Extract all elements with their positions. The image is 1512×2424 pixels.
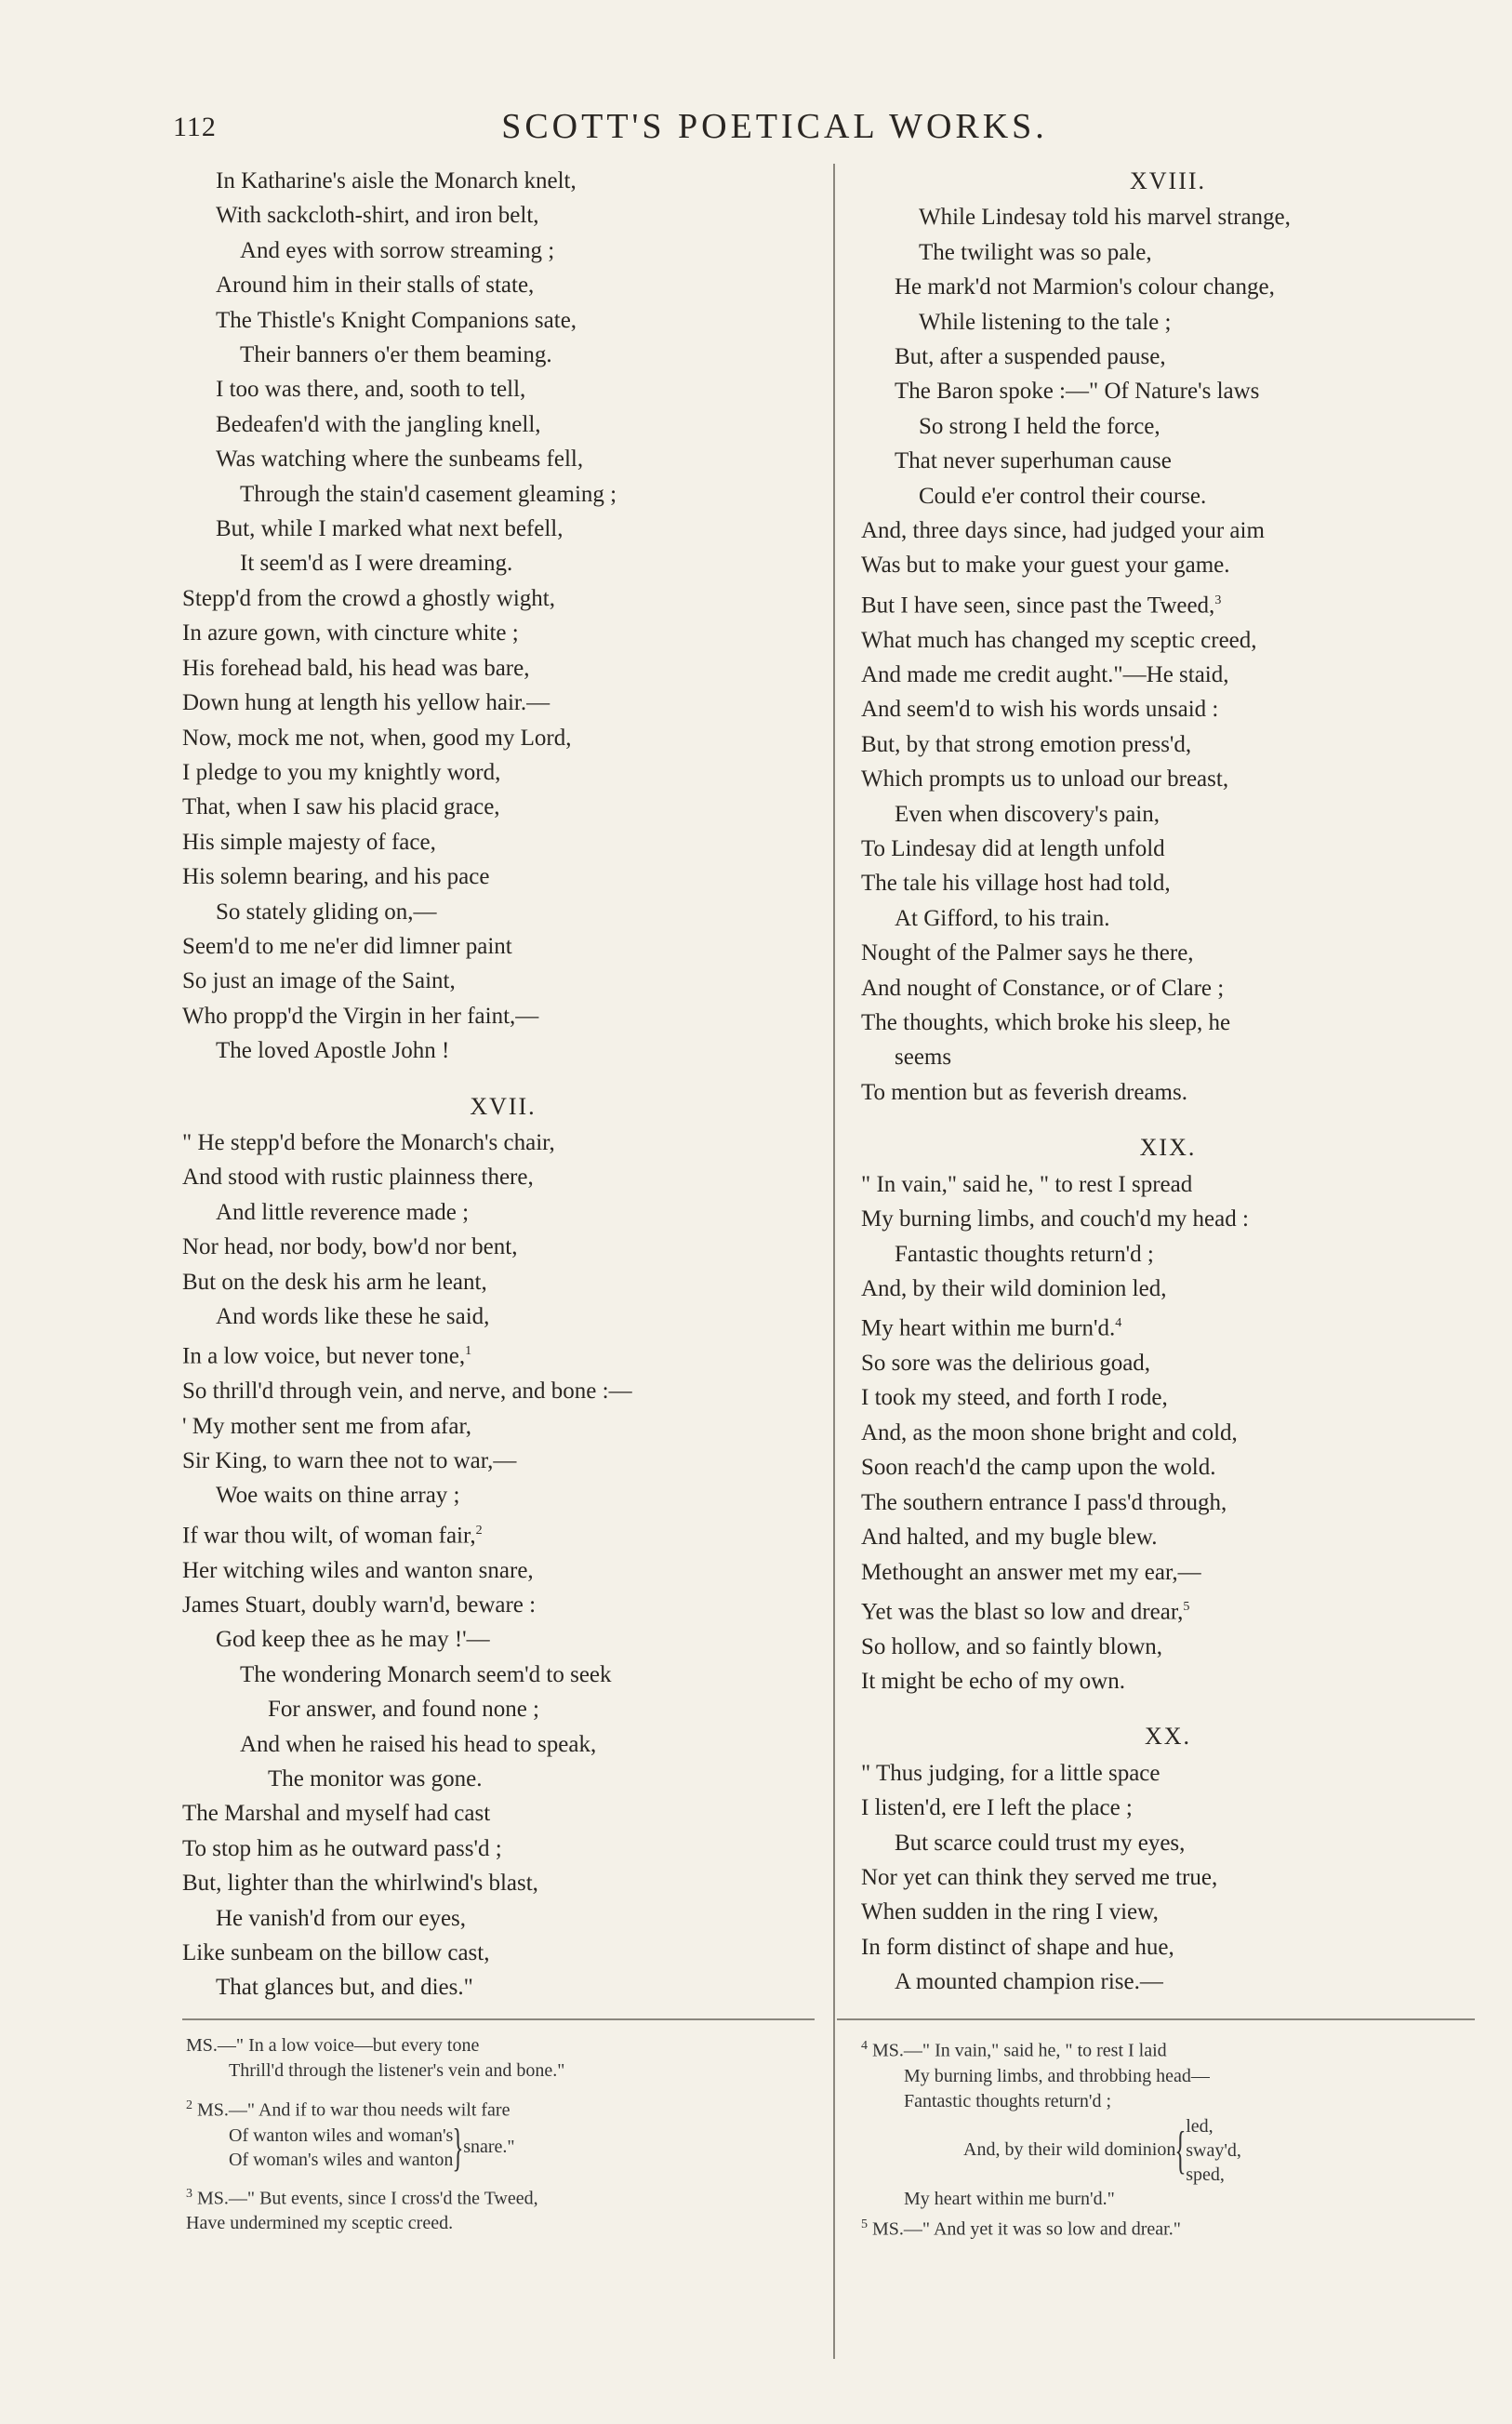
poem-line: Their banners o'er them beaming. (240, 342, 552, 368)
footnote-mark: 5 (1183, 1599, 1190, 1614)
poem-line: His simple majesty of face, (182, 829, 436, 855)
poem-line: So just an image of the Saint, (182, 968, 456, 994)
poem-line: While listening to the tale ; (919, 309, 1172, 335)
brace-symbol: } (452, 2118, 464, 2177)
footnote-line: MS.—" In a low voice—but every tone (186, 2035, 480, 2056)
poem-line: Around him in their stalls of state, (216, 273, 535, 299)
footnote-text: MS.—" And yet it was so low and drear." (872, 2218, 1181, 2240)
poem-line: Her witching wiles and wanton snare, (182, 1557, 534, 1583)
footnote-variant: led, (1186, 2115, 1214, 2137)
poem-line: So hollow, and so faintly blown, (861, 1633, 1163, 1659)
poem-line: He vanish'd from our eyes, (216, 1905, 467, 1931)
poem-line: The loved Apostle John ! (216, 1038, 450, 1064)
poem-line: Sir King, to warn thee not to war,— (182, 1447, 517, 1473)
poem-line: I too was there, and, sooth to tell, (216, 377, 526, 403)
poem-line: And eyes with sorrow streaming ; (240, 237, 555, 263)
poem-line-text: My heart within me burn'd. (861, 1315, 1116, 1341)
poem-line: And little reverence made ; (216, 1199, 470, 1225)
footnote-5 (861, 2212, 1475, 2243)
poem-line-text: If war thou wilt, of woman fair, (182, 1523, 476, 1549)
footnote-line: Have undermined my sceptic creed. (186, 2213, 454, 2234)
poem-line: Was watching where the sunbeams fell, (216, 446, 584, 473)
stanza-heading-xvii: XVII. (470, 1092, 537, 1120)
poem-line: In azure gown, with cincture white ; (182, 620, 519, 646)
left-column (182, 164, 824, 2005)
stanza-heading-xix: XIX. (1139, 1134, 1197, 1162)
footnote-1 (186, 2033, 781, 2084)
poem-line: And stood with rustic plainness there, (182, 1165, 534, 1191)
footnote-mark: 2 (475, 1523, 483, 1538)
footnote-line: Of woman's wiles and wanton (229, 2149, 454, 2170)
poem-line: But on the desk his arm he leant, (182, 1269, 487, 1295)
footnote-text: MS.—" But events, since I cross'd the Tweed, (197, 2188, 538, 2209)
footnote-mark: 3 (1214, 593, 1222, 607)
poem-line: God keep thee as he may !'— (216, 1627, 490, 1653)
poem-line: The Marshal and myself had cast (182, 1801, 491, 1827)
poem-line: Soon reach'd the camp upon the wold. (861, 1455, 1216, 1481)
poem-line: To Lindesay did at length unfold (861, 836, 1165, 862)
footnote-number: 4 (861, 2039, 868, 2053)
poem-line: But scarce could trust my eyes, (895, 1830, 1186, 1856)
right-column (861, 164, 1475, 2000)
footnote-text: MS.—" In vain," said he, " to rest I laid (872, 2040, 1167, 2061)
poem-line: I pledge to you my knightly word, (182, 759, 501, 785)
poem-line: He mark'd not Marmion's colour change, (895, 274, 1275, 300)
poem-line (861, 1306, 1475, 1346)
footnote-mark: 4 (1115, 1316, 1122, 1331)
footnote-variant: sped, (1186, 2164, 1225, 2185)
poem-line: Which prompts us to unload our breast, (861, 766, 1229, 792)
poem-line: ' My mother sent me from afar, (182, 1413, 472, 1439)
poem-line: So strong I held the force, (919, 413, 1161, 439)
poem-line: So sore was the delirious goad, (861, 1351, 1151, 1377)
footnotes-left (186, 2033, 781, 2236)
page-number: 112 (173, 112, 217, 142)
poem-line: My burning limbs, and couch'd my head : (861, 1206, 1249, 1232)
footnote-3 (186, 2181, 781, 2237)
footnote-line: Of wanton wiles and woman's (229, 2124, 454, 2146)
poem-line: The Thistle's Knight Companions sate, (216, 307, 577, 333)
footnote-line: My heart within me burn'd." (904, 2188, 1115, 2209)
brace-symbol: { (1174, 2121, 1187, 2179)
footnotes-right (861, 2033, 1475, 2242)
poem-line: His forehead bald, his head was bare, (182, 655, 530, 681)
poem-line: When sudden in the ring I view, (861, 1899, 1159, 1925)
poem-line: " He stepp'd before the Monarch's chair, (182, 1129, 555, 1155)
poem-line: I listen'd, ere I left the place ; (861, 1795, 1133, 1821)
poem-line: Seem'd to me ne'er did limner paint (182, 933, 512, 959)
poem-line: Stepp'd from the crowd a ghostly wight, (182, 585, 555, 611)
footnote-number: 5 (861, 2217, 868, 2231)
poem-line: But, after a suspended pause, (895, 344, 1166, 370)
poem-line: Woe waits on thine array ; (216, 1483, 460, 1509)
poem-line: For answer, and found none ; (268, 1697, 539, 1723)
poem-line-text: But I have seen, since past the Tweed, (861, 593, 1215, 619)
poem-line: Was but to make your guest your game. (861, 553, 1230, 579)
poem-line: " Thus judging, for a little space (861, 1760, 1161, 1786)
poem-line: Like sunbeam on the billow cast, (182, 1939, 490, 1965)
poem-line: The wondering Monarch seem'd to seek (240, 1661, 612, 1687)
poem-line: Nought of the Palmer says he there, (861, 940, 1194, 966)
poem-line: So thrill'd through vein, and nerve, and bone :— (182, 1378, 632, 1405)
poem-line: It might be echo of my own. (861, 1669, 1125, 1695)
footnote-variant-group (186, 2118, 781, 2177)
footnote-4 (861, 2033, 1475, 2212)
poem-line (182, 1513, 824, 1553)
poem-line: Even when discovery's pain, (895, 801, 1160, 827)
footnote-2 (186, 2093, 781, 2177)
poem-line: But, while I marked what next befell, (216, 516, 564, 542)
poem-line: And halted, and my bugle blew. (861, 1525, 1158, 1551)
poem-line: And when he raised his head to speak, (240, 1731, 597, 1757)
poem-line: That never superhuman cause (895, 448, 1172, 474)
poem-line: Could e'er control their course. (919, 483, 1207, 509)
poem-line: With sackcloth-shirt, and iron belt, (216, 203, 539, 229)
running-title: SCOTT'S POETICAL WORKS. (501, 107, 1048, 146)
poem-line: And nought of Constance, or of Clare ; (861, 975, 1225, 1001)
poem-line: To stop him as he outward pass'd ; (182, 1835, 502, 1861)
footnote-line: My burning limbs, and throbbing head— (904, 2065, 1210, 2086)
poem-line: To mention but as feverish dreams. (861, 1079, 1187, 1105)
poem-line: The Baron spoke :—" Of Nature's laws (895, 379, 1260, 405)
footnote-variant: sway'd, (1186, 2139, 1241, 2161)
poem-line: Nor head, nor body, bow'd nor bent, (182, 1234, 518, 1260)
poem-line: And, by their wild dominion led, (861, 1275, 1167, 1301)
footnote-line (186, 2093, 781, 2124)
footnote-text: snare." (463, 2137, 515, 2158)
stanza-heading-xx: XX. (1144, 1723, 1192, 1751)
poem-line (861, 583, 1475, 623)
poem-line: And made me credit aught."—He staid, (861, 662, 1229, 688)
poem-line-text: In a low voice, but never tone, (182, 1343, 466, 1369)
poem-line: " In vain," said he, " to rest I spread (861, 1171, 1193, 1197)
poem-line: The twilight was so pale, (919, 239, 1152, 265)
poem-line: And, as the moon shone bright and cold, (861, 1419, 1238, 1445)
poem-line: The southern entrance I pass'd through, (861, 1489, 1227, 1515)
poem-line: The thoughts, which broke his sleep, he (861, 1010, 1231, 1036)
poem-line: I took my steed, and forth I rode, (861, 1385, 1168, 1411)
poem-line: So stately gliding on,— (216, 899, 437, 925)
footnote-line (861, 2212, 1475, 2243)
poem-line: While Lindesay told his marvel strange, (919, 205, 1291, 231)
poem-line: That, when I saw his placid grace, (182, 794, 500, 820)
poem-line: A mounted champion rise.— (895, 1969, 1163, 1995)
poem-line: In Katharine's aisle the Monarch knelt, (216, 168, 577, 193)
poem-line: His solemn bearing, and his pace (182, 864, 490, 890)
poem-line-text: Yet was the blast so low and drear, (861, 1599, 1184, 1625)
footnote-divider-right (837, 2018, 1475, 2020)
footnote-number: 3 (186, 2186, 192, 2201)
footnote-text: And, by their wild dominion (963, 2139, 1176, 2161)
poem-line (861, 1590, 1475, 1630)
poem-line: That glances but, and dies." (216, 1975, 473, 2001)
poem-line: Down hung at length his yellow hair.— (182, 690, 550, 716)
poem-line: seems (895, 1045, 952, 1071)
poem-line: Who propp'd the Virgin in her faint,— (182, 1003, 539, 1029)
poem-line: At Gifford, to his train. (895, 905, 1110, 931)
footnote-number: 2 (186, 2098, 192, 2112)
poem-line: And, three days since, had judged your aim (861, 518, 1265, 544)
poem-line: Through the stain'd casement gleaming ; (240, 481, 617, 507)
stanza-heading-xviii: XVIII. (1129, 167, 1207, 194)
footnote-line (861, 2033, 1475, 2064)
column-divider (833, 164, 835, 2359)
poem-line: Bedeafen'd with the jangling knell, (216, 411, 541, 437)
footnote-text: MS.—" And if to war thou needs wilt fare (197, 2099, 511, 2121)
poem-line: And seem'd to wish his words unsaid : (861, 697, 1219, 723)
footnote-line: Thrill'd through the listener's vein and bone." (229, 2060, 565, 2081)
poem-line: Nor yet can think they served me true, (861, 1865, 1218, 1891)
poem-line: Methought an answer met my ear,— (861, 1559, 1201, 1585)
footnote-divider-left (182, 2018, 815, 2020)
poem-line: Now, mock me not, when, good my Lord, (182, 725, 572, 751)
poem-line: But, by that strong emotion press'd, (861, 731, 1192, 757)
footnote-mark: 1 (465, 1344, 472, 1359)
poem-line: The tale his village host had told, (861, 871, 1171, 897)
poem-line: It seem'd as I were dreaming. (240, 551, 513, 577)
footnote-variant-group (861, 2114, 1475, 2187)
footnote-line: Fantastic thoughts return'd ; (904, 2090, 1112, 2111)
poem-line: In form distinct of shape and hue, (861, 1934, 1174, 1960)
poem-line: The monitor was gone. (268, 1765, 483, 1791)
poem-line: What much has changed my sceptic creed, (861, 627, 1257, 653)
poem-line: James Stuart, doubly warn'd, beware : (182, 1592, 537, 1618)
poem-line: And words like these he said, (216, 1304, 490, 1329)
footnote-line (186, 2181, 781, 2212)
poem-line (182, 1334, 824, 1374)
poem-line: Fantastic thoughts return'd ; (895, 1241, 1154, 1267)
poem-line: But, lighter than the whirlwind's blast, (182, 1871, 538, 1897)
